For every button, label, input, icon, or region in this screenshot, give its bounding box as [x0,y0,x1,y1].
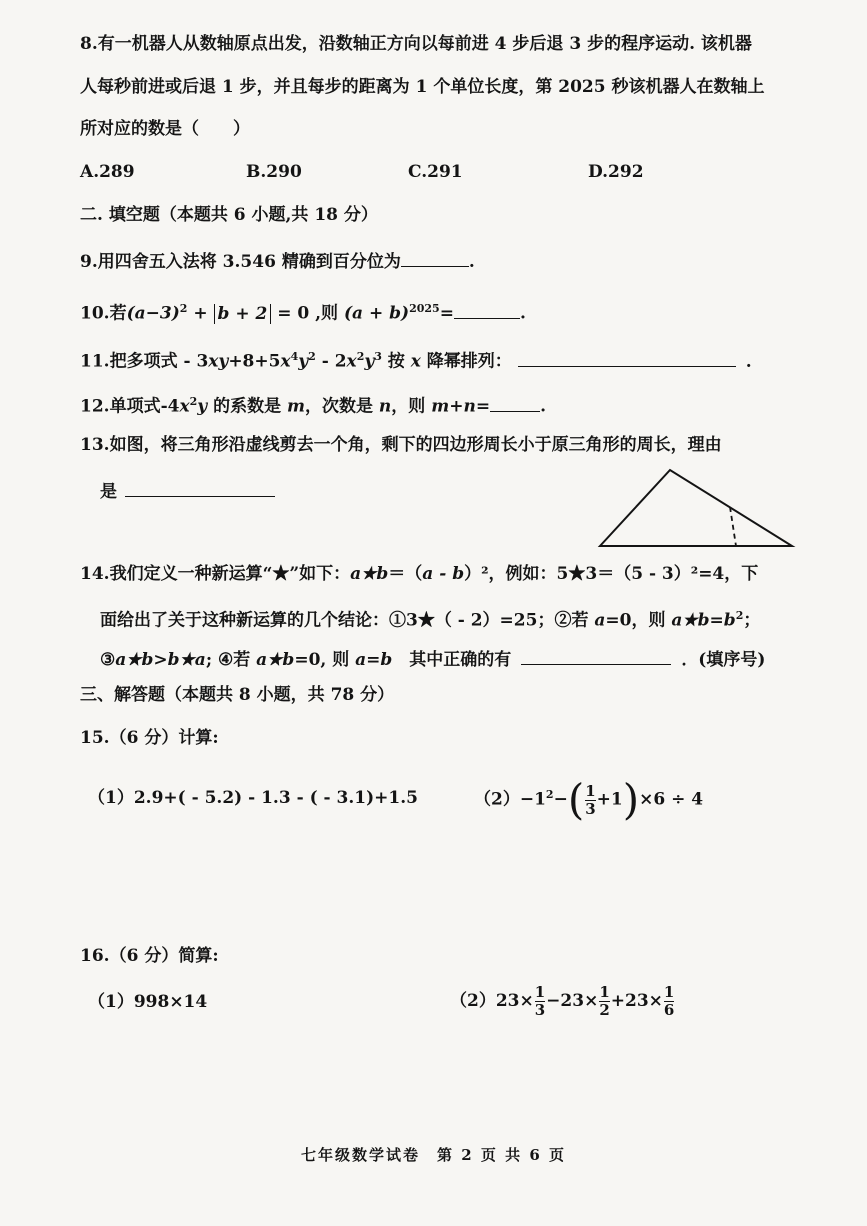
q14-l2-a: 面给出了关于这种新运算的几个结论：①3★（ - 2）=25；②若 [100,610,595,631]
q12-text-4: ，则 [391,396,432,417]
q13-line-2-text: 是 [100,482,117,502]
q12-n: n [378,396,392,417]
q14-l1-e: ）²，例如：5★3＝（5 - 3）²=4，下 [464,564,759,584]
q10-square: 2 [179,302,188,315]
q10-prefix: 10.若 [80,303,127,324]
q14-l2-c: =0，则 [605,610,672,631]
q14-l1-a: 14.我们定义一种新运算“★”如下： [80,564,351,584]
q14-l2-e: = [709,610,724,631]
section-3-heading: 三、解答题（本题共 8 小题，共 78 分） [80,685,395,705]
q11-text-5: 降幂排列： [420,351,512,372]
q8-line-3: 所对应的数是（ ） [80,119,250,139]
q14-l2-f: b [723,610,736,631]
q10-expr-a: (a−3) [126,303,180,324]
q12-m: m [287,396,305,417]
q11-answer-blank[interactable] [518,348,736,367]
q16-f3-num: 1 [663,983,675,1001]
q16-fraction-2 [599,984,609,1019]
q11-x2: x [346,351,357,372]
q14-l2-d: a★b [671,610,710,631]
q12-mn: m+n [431,396,476,417]
q14-l3-f: a★b [256,650,295,670]
q13-line-1: 13.如图，将三角形沿虚线剪去一个角，剩下的四边形周长小于原三角形的周长，理由 [80,435,722,455]
q9-text: 9.用四舍五入法将 3.546 精确到百分位为 [80,252,401,272]
q15-part-1: （1）2.9+( - 5.2) - 1.3 - ( - 3.1)+1.5 [88,788,418,808]
q11-y2: y [298,351,309,372]
q16-part-2 [450,978,675,1024]
q8-option-d: D.292 [588,162,644,182]
q14-l2-b: a [594,610,606,631]
q16-p2-a: （2）23× [450,991,534,1011]
q11-text-1: 11.把多项式 - 3 [80,351,209,372]
q12-y: y [197,396,208,417]
q14-l1-b: a★b [350,564,389,584]
q10-end: . [519,303,526,324]
q12-text-2: 的系数是 [207,396,287,417]
q15-p2-f: ×6 ÷ 4 [639,789,704,810]
q10-eq: = [439,303,454,324]
q16-part-1: （1）998×14 [88,992,208,1012]
q16-fraction-1 [535,984,545,1019]
q12-end: . [540,396,546,417]
q10-exponent: 2025 [409,302,440,315]
q12-text-5: = [475,396,491,417]
q10 [80,297,526,326]
q15-left-paren: ( [567,775,585,825]
q8-line-2: 人每秒前进或后退 1 步，并且每步的距离为 1 个单位长度，第 2025 秒该机器人在数轴上 [80,77,765,97]
q14-l3-k: 其中正确的有 [392,650,512,670]
section-2-heading: 二. 填空题（本题共 6 小题,共 18 分） [80,205,378,225]
q15-part-2 [474,770,703,825]
q14-l3-a: ③ [100,650,116,670]
q11-x-var: x [410,351,421,372]
q12-x: x [179,396,190,417]
q11-end: . [745,351,752,372]
q14-l3-d: b★a [167,650,206,670]
q14-l3-e: ; ④若 [205,650,257,670]
q11-text-3: - 2 [315,351,347,372]
q12-answer-blank[interactable] [490,393,540,412]
q14-line-3 [100,646,765,672]
q11-e2: 2 [308,350,316,363]
q11-e4: 4 [290,350,299,363]
q15-frac-num: 1 [585,781,596,800]
q8-option-c: C.291 [408,162,463,182]
q13-line-2 [100,478,275,504]
q14-l3-h: a [355,650,367,670]
q14-l3-g: =0, 则 [294,650,356,670]
page-footer: 七年级数学试卷 第 2 页 共 6 页 [301,1146,566,1164]
q15-right-paren: ) [622,775,640,825]
q16-p2-c: +23× [610,991,663,1011]
q11-xy: xy [208,351,229,372]
q12-text-3: ，次数是 [305,396,379,417]
q9-end: . [468,252,475,272]
q14-l3-c: > [153,650,168,670]
q15-p2-c: − [553,789,568,810]
q11 [80,345,752,374]
q14-l3-l: ．(填序号) [681,650,766,670]
q15-fraction [585,783,595,818]
q16-p2-b: −23× [546,991,599,1011]
q10-expr-b: (a + b) [343,303,410,324]
q13-answer-blank[interactable] [125,478,275,497]
q16-f1-den: 3 [534,1001,546,1019]
q9 [80,248,475,274]
q14-l2-h: ； [743,610,761,631]
q15-title: 15.（6 分）计算: [80,728,219,748]
q12-e: 2 [189,395,198,408]
q9-answer-blank[interactable] [401,248,469,267]
q10-eq-zero: = 0 ,则 [271,303,344,324]
q14-l1-c: ＝（ [388,564,423,584]
q14-l2-g: 2 [735,609,744,622]
q14-l3-j: b [380,650,393,670]
q16-fraction-3 [664,984,674,1019]
q12 [80,390,546,419]
q15-p2-a: （2）−1 [474,789,546,810]
q11-text-4: 按 [381,351,411,372]
q14-line-1 [80,562,758,586]
q16-title: 16.（6 分）简算: [80,946,219,966]
q8-option-b: B.290 [246,162,302,182]
q16-f2-num: 1 [599,983,610,1001]
triangle-figure [596,466,796,550]
q14-l3-b: a★b [115,650,154,670]
q11-y3: y [364,351,375,372]
q8-option-a: A.289 [80,162,135,182]
q14-l1-d: a - b [422,564,465,584]
triangle-cut-line [730,507,736,546]
q15-p2-e: +1 [596,789,623,810]
q15-p2-b: 2 [545,788,554,801]
q14-answer-blank[interactable] [521,646,671,665]
q12-text-1: 12.单项式-4 [80,396,180,417]
q16-f3-den: 6 [663,1001,675,1019]
q16-f2-den: 2 [599,1001,610,1019]
q14-line-2 [100,604,760,633]
q10-plus: + [187,303,214,324]
q11-e2b: 2 [356,350,365,363]
q10-answer-blank[interactable] [454,300,520,319]
q11-text-2: +8+5 [228,351,281,372]
q10-abs-expr: b + 2 [217,303,268,324]
q16-f1-num: 1 [534,983,546,1001]
q15-frac-den: 3 [585,799,596,818]
q11-x4: x [280,351,291,372]
triangle-outline [600,470,792,546]
q14-l3-i: = [366,650,381,670]
q10-abs [214,304,272,324]
q8-line-1: 8.有一机器人从数轴原点出发，沿数轴正方向以每前进 4 步后退 3 步的程序运动. 该机器 [80,34,752,54]
q11-e3: 3 [374,350,382,363]
